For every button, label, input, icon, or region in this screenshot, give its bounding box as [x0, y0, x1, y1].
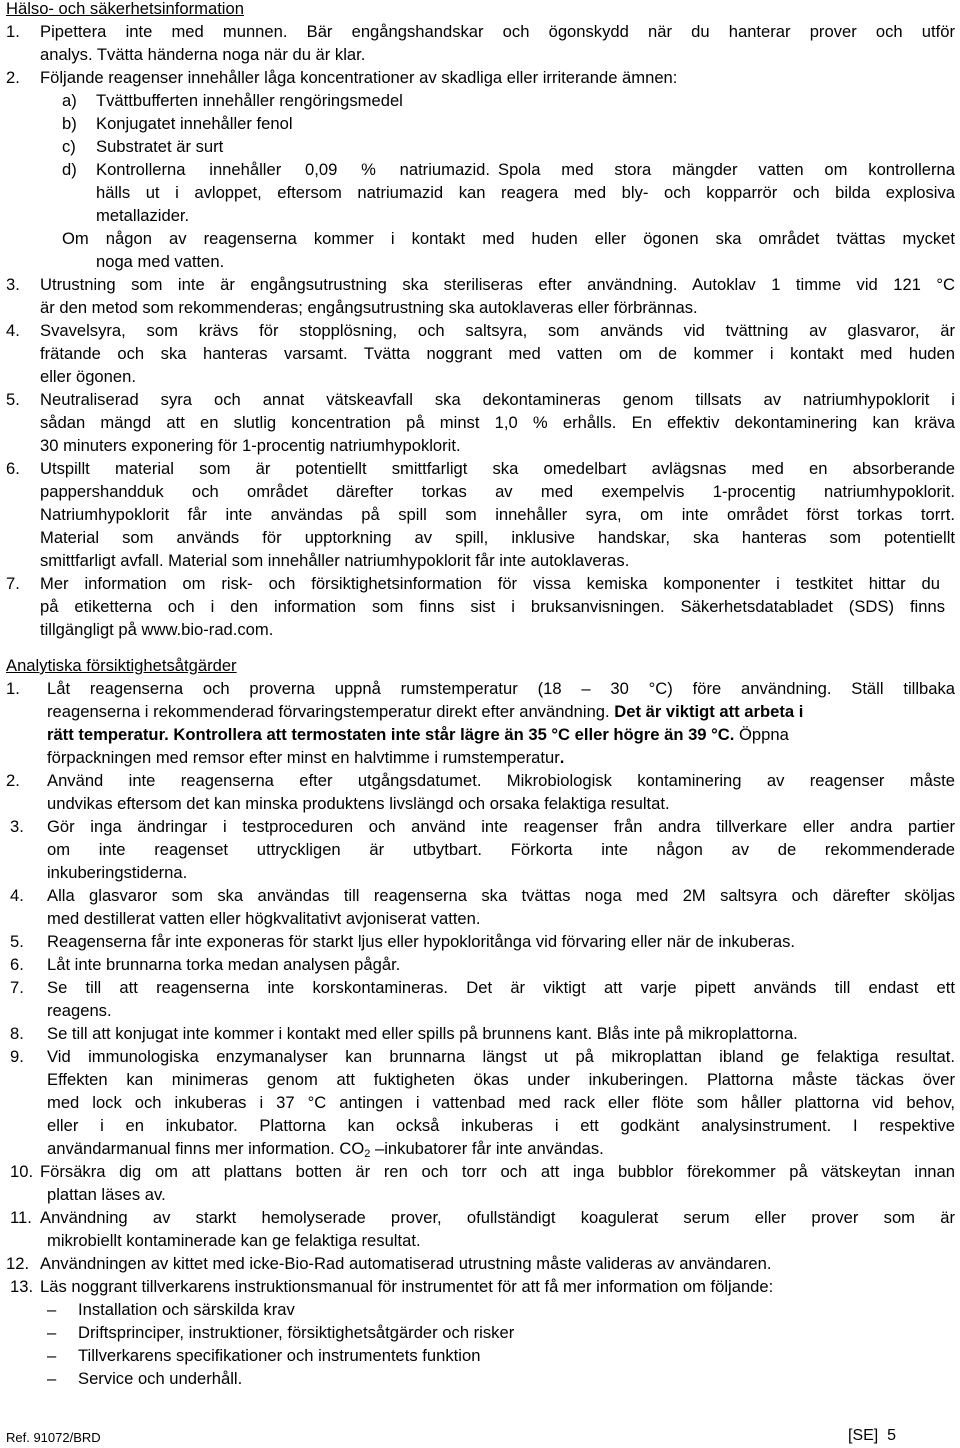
bullet-dash: –	[47, 1323, 57, 1342]
list-item-text: reagens.	[47, 1001, 112, 1020]
bullet-dash: –	[47, 1346, 57, 1365]
list-number: 5.	[6, 390, 20, 409]
plain-text: förpackningen med remsor efter minst en halvtimme i rumstemperatur	[47, 748, 560, 767]
list-number: 4.	[10, 886, 24, 905]
list-number: 7.	[6, 574, 20, 593]
bold-text: .	[559, 748, 565, 767]
list-item-text: Alla glasvaror som ska användas till reagenserna ska tvättas noga med 2M saltsyra och därefter sköljas	[47, 886, 955, 905]
list-item-text: Utspillt material som är potentiellt smittfarligt ska omedelbart avlägsnas med en absorberande	[40, 459, 955, 478]
list-item-text: mikrobiellt kontaminerade kan ge felaktiga resultat.	[47, 1231, 421, 1250]
section-heading-analytical-precautions: Analytiska försiktighetsåtgärder	[6, 656, 237, 675]
list-item-text: Utrustning som inte är engångsutrustning ska steriliseras efter användning. Autoklav 1 timme vid 121 °C	[40, 275, 955, 294]
list-number: 11.	[10, 1208, 32, 1227]
sub-list-text-continuation: Spola med stora mängder vatten om kontrollerna	[498, 160, 955, 179]
list-number: 5.	[10, 932, 24, 951]
list-item-text: Mer information om risk- och försiktighetsinformation för vissa kemiska komponenter i testkitet hittar du	[40, 574, 940, 593]
list-item-text	[47, 1137, 604, 1160]
sub-list-letter: c)	[62, 137, 76, 156]
sub-list-text: Substratet är surt	[96, 137, 224, 156]
list-number: 12.	[6, 1254, 30, 1273]
list-item-text: på etiketterna och i den information som finns sist i bruksanvisningen. Säkerhetsdatabladet (SDS) finns	[40, 597, 945, 616]
plain-text: användarmanual finns mer information. CO	[47, 1139, 365, 1158]
list-item-text: Följande reagenser innehåller låga koncentrationer av skadliga eller irriterande ämnen:	[40, 68, 678, 87]
list-item-text: Svavelsyra, som krävs för stopplösning, och saltsyra, som används vid tvättning av glasvaror, är	[40, 321, 955, 340]
sub-list-text: Kontrollerna innehåller 0,09 % natriumazid.	[96, 160, 490, 179]
list-number: 9.	[10, 1047, 24, 1066]
section-heading-health-safety: Hälso- och säkerhetsinformation	[6, 0, 244, 18]
list-item-text: pappershandduk och området därefter torkas av med exempelvis 1-procentig natriumhypoklorit.	[40, 482, 955, 501]
list-number: 1.	[6, 22, 20, 41]
list-item-text: noga med vatten.	[96, 252, 225, 271]
list-item-text	[47, 723, 789, 746]
bullet-dash: –	[47, 1369, 57, 1388]
footer-page-number: [SE] 5	[848, 1427, 897, 1444]
list-number: 4.	[6, 321, 20, 340]
list-item-text: metallazider.	[96, 206, 190, 225]
list-item-text: Material som används för upptorkning av spill, inklusive handskar, ska hanteras som potentiellt	[40, 528, 955, 547]
sub-list-letter: d)	[62, 160, 77, 179]
bullet-text: Service och underhåll.	[78, 1369, 243, 1388]
list-item-text: eller ögonen.	[40, 367, 136, 386]
list-number: 10.	[10, 1162, 34, 1181]
list-item-text: med lock och inkuberas i 37 °C antingen i vattenbad med rack eller flöte som håller plattorna vid behov,	[47, 1093, 955, 1112]
sub-list-text: Tvättbufferten innehåller rengöringsmedel	[96, 91, 403, 110]
list-item-text: smittfarligt avfall. Material som innehåller natriumhypoklorit får inte autoklaveras.	[40, 551, 630, 570]
sub-list-letter: a)	[62, 91, 77, 110]
list-item-text: eller i en inkubator. Plattorna kan också inkuberas i ett godkänt analysinstrument. I respektive	[47, 1116, 955, 1135]
list-item-text: Om någon av reagenserna kommer i kontakt med huden eller ögonen ska området tvättas mycket	[62, 229, 955, 248]
plain-text: Öppna	[734, 725, 789, 744]
list-item-text: inkuberingstiderna.	[47, 863, 188, 882]
list-item-text: Gör inga ändringar i testproceduren och använd inte reagenser från andra tillverkare eller andra partier	[47, 817, 955, 836]
list-item-text: plattan läses av.	[47, 1185, 166, 1204]
list-item-text: Användning av starkt hemolyserade prover, ofullständigt koagulerat serum eller prover som är	[40, 1208, 955, 1227]
bullet-text: Installation och särskilda krav	[78, 1300, 295, 1319]
list-item-text: Pipettera inte med munnen. Bär engångshandskar och ögonskydd när du hanterar prover och utför	[40, 22, 955, 41]
list-item-text: frätande och ska hanteras varsamt. Tvätta noggrant med vatten om de kommer i kontakt med huden	[40, 344, 955, 363]
list-item-text: Läs noggrant tillverkarens instruktionsmanual för instrumentet för att få mer information om följande:	[40, 1277, 774, 1296]
list-item-text: analys. Tvätta händerna noga när du är klar.	[40, 45, 366, 64]
bullet-text: Tillverkarens specifikationer och instrumentets funktion	[78, 1346, 481, 1365]
list-item-text: Låt inte brunnarna torka medan analysen pågår.	[47, 955, 401, 974]
plain-text: reagenserna i rekommenderad förvaringstemperatur direkt efter användning.	[47, 702, 615, 721]
bullet-dash: –	[47, 1300, 57, 1319]
list-item-text: sådan mängd att en slutlig koncentration på minst 1,0 % erhålls. En effektiv dekontaminering kan kräva	[40, 413, 955, 432]
list-number: 3.	[10, 817, 24, 836]
list-number: 6.	[10, 955, 24, 974]
list-number: 3.	[6, 275, 20, 294]
list-number: 7.	[10, 978, 24, 997]
list-number: 1.	[6, 679, 20, 698]
sub-list-letter: b)	[62, 114, 77, 133]
list-item-text: Effekten kan minimeras genom att fuktigheten ökas under inkuberingen. Plattorna måste täckas över	[47, 1070, 955, 1089]
list-item-text	[47, 746, 564, 769]
bold-text: rätt temperatur. Kontrollera att termostaten inte står lägre än 35 °C eller högre än 39 °C.	[47, 725, 735, 744]
list-item-text: Neutraliserad syra och annat vätskeavfall ska dekontamineras genom tillsats av natriumhypoklorit i	[40, 390, 955, 409]
list-item-text: Användningen av kittet med icke-Bio-Rad automatiserad utrustning måste valideras av användaren.	[40, 1254, 772, 1273]
list-number: 13.	[10, 1277, 34, 1296]
list-item-text	[47, 700, 803, 723]
list-item-text: Vid immunologiska enzymanalyser kan brunnarna längst ut på mikroplattan ibland ge felaktiga resultat.	[47, 1047, 955, 1066]
list-item-text: tillgängligt på www.bio-rad.com.	[40, 620, 274, 639]
list-number: 8.	[10, 1024, 24, 1043]
list-item-text: om inte reagenset uttryckligen är utbytbart. Förkorta inte någon av de rekommenderade	[47, 840, 955, 859]
list-number: 2.	[6, 771, 20, 790]
list-item-text: hälls ut i avloppet, eftersom natriumazid kan reagera med bly- och kopparrör och bilda explosiva	[96, 183, 955, 202]
list-item-text: Se till att konjugat inte kommer i kontakt med eller spills på brunnens kant. Blås inte på mikroplattorna.	[47, 1024, 798, 1043]
list-item-text: med destillerat vatten eller högkvalitativt avjoniserat vatten.	[47, 909, 481, 928]
list-item-text: Reagenserna får inte exponeras för starkt ljus eller hypokloritånga vid förvaring eller när de inkuberas.	[47, 932, 796, 951]
list-item-text: Låt reagenserna och proverna uppnå rumstemperatur (18 – 30 °C) före användning. Ställ tillbaka	[47, 679, 955, 698]
list-number: 2.	[6, 68, 20, 87]
bold-text: Det är viktigt att arbeta i	[614, 702, 804, 721]
plain-text: –inkubatorer får inte användas.	[370, 1139, 604, 1158]
footer-reference: Ref. 91072/BRD	[6, 1430, 101, 1445]
subscript-text: 2	[364, 1148, 371, 1160]
list-item-text: Natriumhypoklorit får inte användas på spill som innehåller syra, om inte området först torkas torrt.	[40, 505, 955, 524]
list-item-text: Använd inte reagenserna efter utgångsdatumet. Mikrobiologisk kontaminering av reagenser måste	[47, 771, 955, 790]
list-number: 6.	[6, 459, 20, 478]
list-item-text: Försäkra dig om att plattans botten är ren och torr och att inga bubblor förekommer på vätskeytan innan	[40, 1162, 955, 1181]
list-item-text: undvikas eftersom det kan minska produktens livslängd och orsaka felaktiga resultat.	[47, 794, 670, 813]
list-item-text: Se till att reagenserna inte korskontamineras. Det är viktigt att varje pipett används till endast ett	[47, 978, 955, 997]
list-item-text: är den metod som rekommenderas; engångsutrustning ska autoklaveras eller förbrännas.	[40, 298, 698, 317]
bullet-text: Driftsprinciper, instruktioner, försiktighetsåtgärder och risker	[78, 1323, 515, 1342]
list-item-text: 30 minuters exponering för 1-procentig natriumhypoklorit.	[40, 436, 461, 455]
sub-list-text: Konjugatet innehåller fenol	[96, 114, 293, 133]
